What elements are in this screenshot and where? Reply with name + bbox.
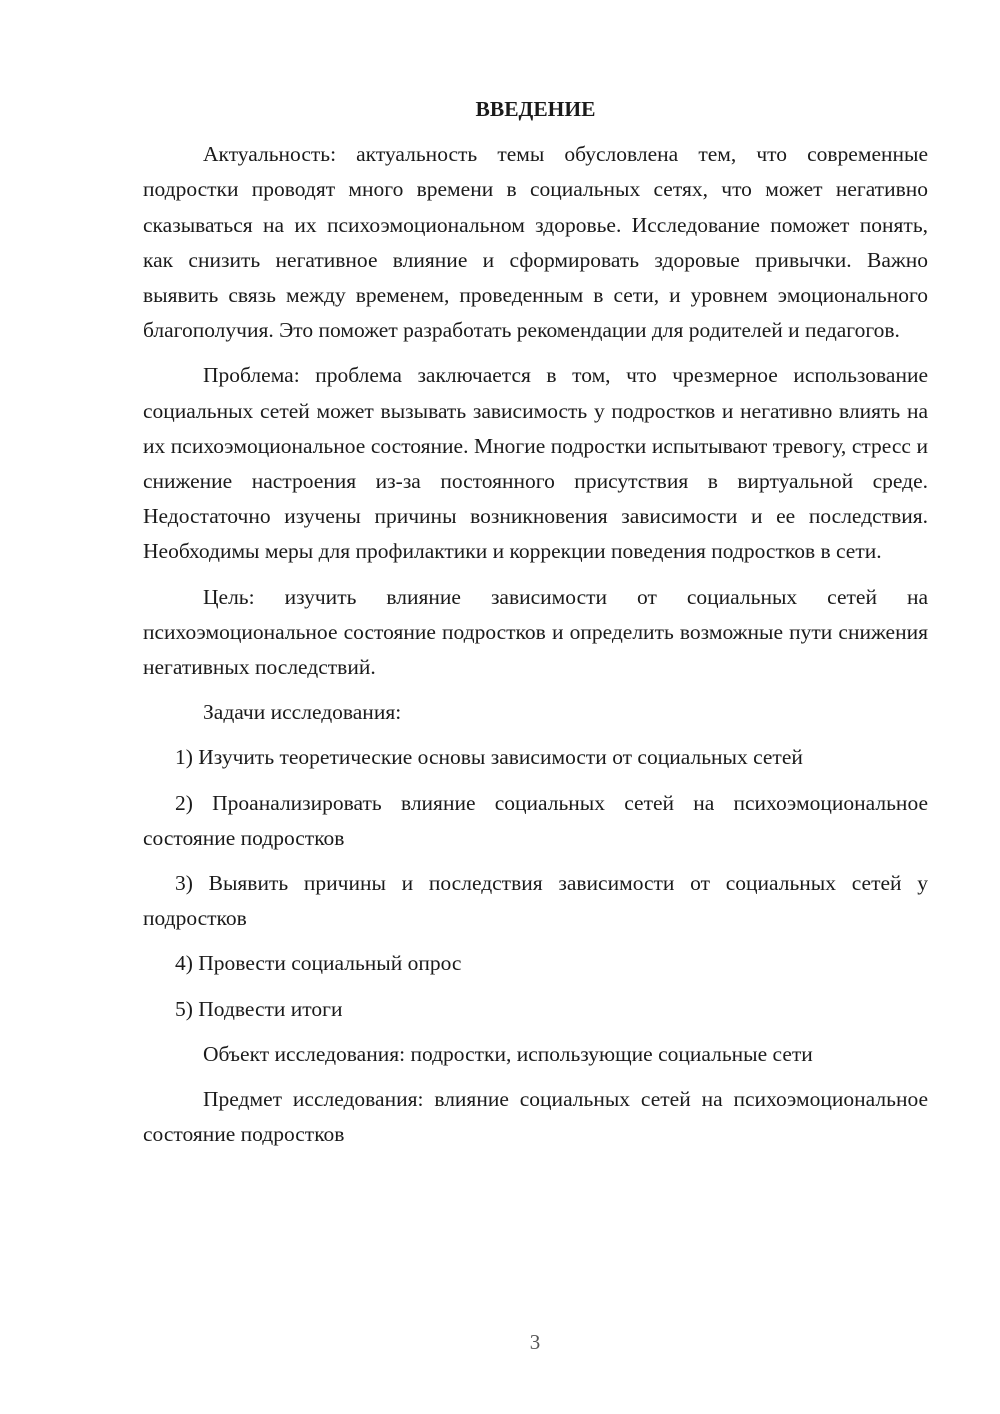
section-title: ВВЕДЕНИЕ (475, 97, 596, 121)
task-item: 5) Подвести итоги (175, 996, 343, 1021)
object-paragraph: Объект исследования: подростки, использующие социальные сети (203, 1041, 813, 1066)
subject-paragraph: Предмет исследования: влияние социальных сетей на психоэмоциональное состояние подростков (143, 1087, 928, 1147)
task-item: 2) Проанализировать влияние социальных сетей на психоэмоциональное состояние подростков (143, 790, 928, 850)
relevance-paragraph: Актуальность: актуальность темы обусловлена тем, что современные подростки проводят много времени в социальных сетях, что может негативно сказываться на их психоэмоциональном здоровье. Исследование поможет понять, как снизить негативное влияние и сформировать здоровые привычки. Важно выявить связь между временем, проведенным в сети, и уровнем эмоционального благополучия. Это поможет разработать рекомендации для родителей и педагогов. (143, 142, 928, 343)
problem-paragraph: Проблема: проблема заключается в том, что чрезмерное использование социальных сетей может вызывать зависимость у подростков и негативно влиять на их психоэмоциональное состояние. Многие подростки испытывают тревогу, стресс и снижение настроения из-за постоянного присутствия в виртуальной среде. Недостаточно изучены причины возникновения зависимости и ее последствия. Необходимы меры для профилактики и коррекции поведения подростков в сети. (143, 363, 928, 564)
task-item: 1) Изучить теоретические основы зависимости от социальных сетей (175, 745, 803, 770)
tasks-heading: Задачи исследования: (203, 700, 402, 725)
goal-paragraph: Цель: изучить влияние зависимости от социальных сетей на психоэмоциональное состояние подростков и определить возможные пути снижения негативных последствий. (143, 584, 928, 680)
document-page (143, 92, 928, 1162)
page-number: 3 (529, 1330, 541, 1354)
task-item: 4) Провести социальный опрос (175, 951, 462, 976)
task-item: 3) Выявить причины и последствия зависимости от социальных сетей у подростков (143, 871, 928, 931)
